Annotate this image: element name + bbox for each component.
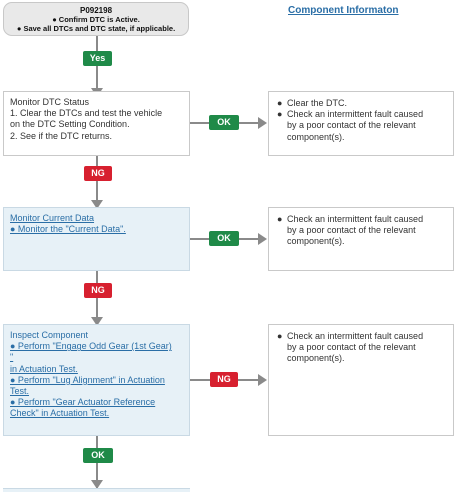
- arrow-right-icon: [258, 374, 267, 386]
- step1-line-2: on the DTC Setting Condition.: [10, 119, 130, 130]
- result-box-3: [268, 324, 454, 436]
- result3-item-1a: Check an intermittent fault caused: [287, 331, 424, 341]
- result3-item-1b: by a poor contact of the relevant: [287, 342, 416, 353]
- ok-badge-2: OK: [209, 231, 239, 246]
- perform-lug-alignment-link-cont[interactable]: Test.: [10, 386, 30, 397]
- bullet-icon: ●: [277, 214, 283, 224]
- result1-item-2a: Check an intermittent fault caused: [287, 109, 424, 120]
- perform-engage-odd-gear-link-cont[interactable]: ": [10, 352, 14, 363]
- step2-title-link[interactable]: Monitor Current Data: [10, 213, 95, 223]
- bullet-icon: ●: [277, 109, 283, 120]
- perform-engage-odd-gear-link[interactable]: ● Perform "Engage Odd Gear (1st Gear): [10, 341, 172, 352]
- perform-gear-actuator-link-cont[interactable]: Check" in Actuation Test.: [10, 408, 110, 419]
- result-box-1: [268, 91, 454, 156]
- perform-lug-alignment-link[interactable]: ● Perform "Lug Alignment" in Actuation: [10, 374, 165, 385]
- ng-badge-2: NG: [84, 283, 112, 298]
- dtc-code: P092198: [79, 6, 113, 15]
- bullet-icon: ●: [277, 98, 283, 108]
- result2-item-1c: component(s).: [287, 236, 345, 247]
- perform-engage-odd-gear-link-cont2[interactable]: in Actuation Test.: [10, 363, 78, 374]
- ng-badge-1: NG: [84, 166, 112, 181]
- result1-item-2b: by a poor contact of the relevant: [287, 120, 416, 131]
- inspect-component-box: [3, 324, 190, 436]
- arrow-right-icon: [258, 233, 267, 245]
- monitor-current-data-box: [3, 207, 190, 271]
- start-line-1: ● Confirm DTC is Active.: [52, 15, 140, 24]
- result1-item-2c: component(s).: [287, 131, 345, 142]
- start-box: [3, 2, 189, 36]
- step1-line-1: 1. Clear the DTCs and test the vehicle: [10, 108, 163, 119]
- ng-badge-3: NG: [210, 372, 238, 387]
- step3-title: Inspect Component: [10, 330, 89, 340]
- ok-badge-3: OK: [83, 448, 113, 463]
- start-line-2: ● Save all DTCs and DTC state, if applicable.: [16, 24, 176, 33]
- ok-badge-1: OK: [209, 115, 239, 130]
- result3-item-1c: component(s).: [287, 353, 345, 364]
- next-step-box-edge: [3, 488, 190, 492]
- step1-title: Monitor DTC Status: [10, 97, 90, 107]
- bullet-icon: ●: [277, 331, 283, 341]
- result2-item-1b: by a poor contact of the relevant: [287, 225, 416, 236]
- perform-gear-actuator-link[interactable]: ● Perform "Gear Actuator Reference: [10, 397, 156, 408]
- step1-line-3: 2. See if the DTC returns.: [10, 130, 113, 141]
- result1-item-1: Clear the DTC.: [287, 98, 348, 108]
- arrow-right-icon: [258, 117, 267, 129]
- monitor-dtc-status-box: [3, 91, 190, 156]
- result2-item-1a: Check an intermittent fault caused: [287, 214, 424, 224]
- monitor-current-data-link[interactable]: ● Monitor the "Current Data".: [10, 224, 126, 235]
- result-box-2: [268, 207, 454, 271]
- component-information-link[interactable]: Component Informaton: [288, 5, 399, 16]
- yes-badge: Yes: [83, 51, 112, 66]
